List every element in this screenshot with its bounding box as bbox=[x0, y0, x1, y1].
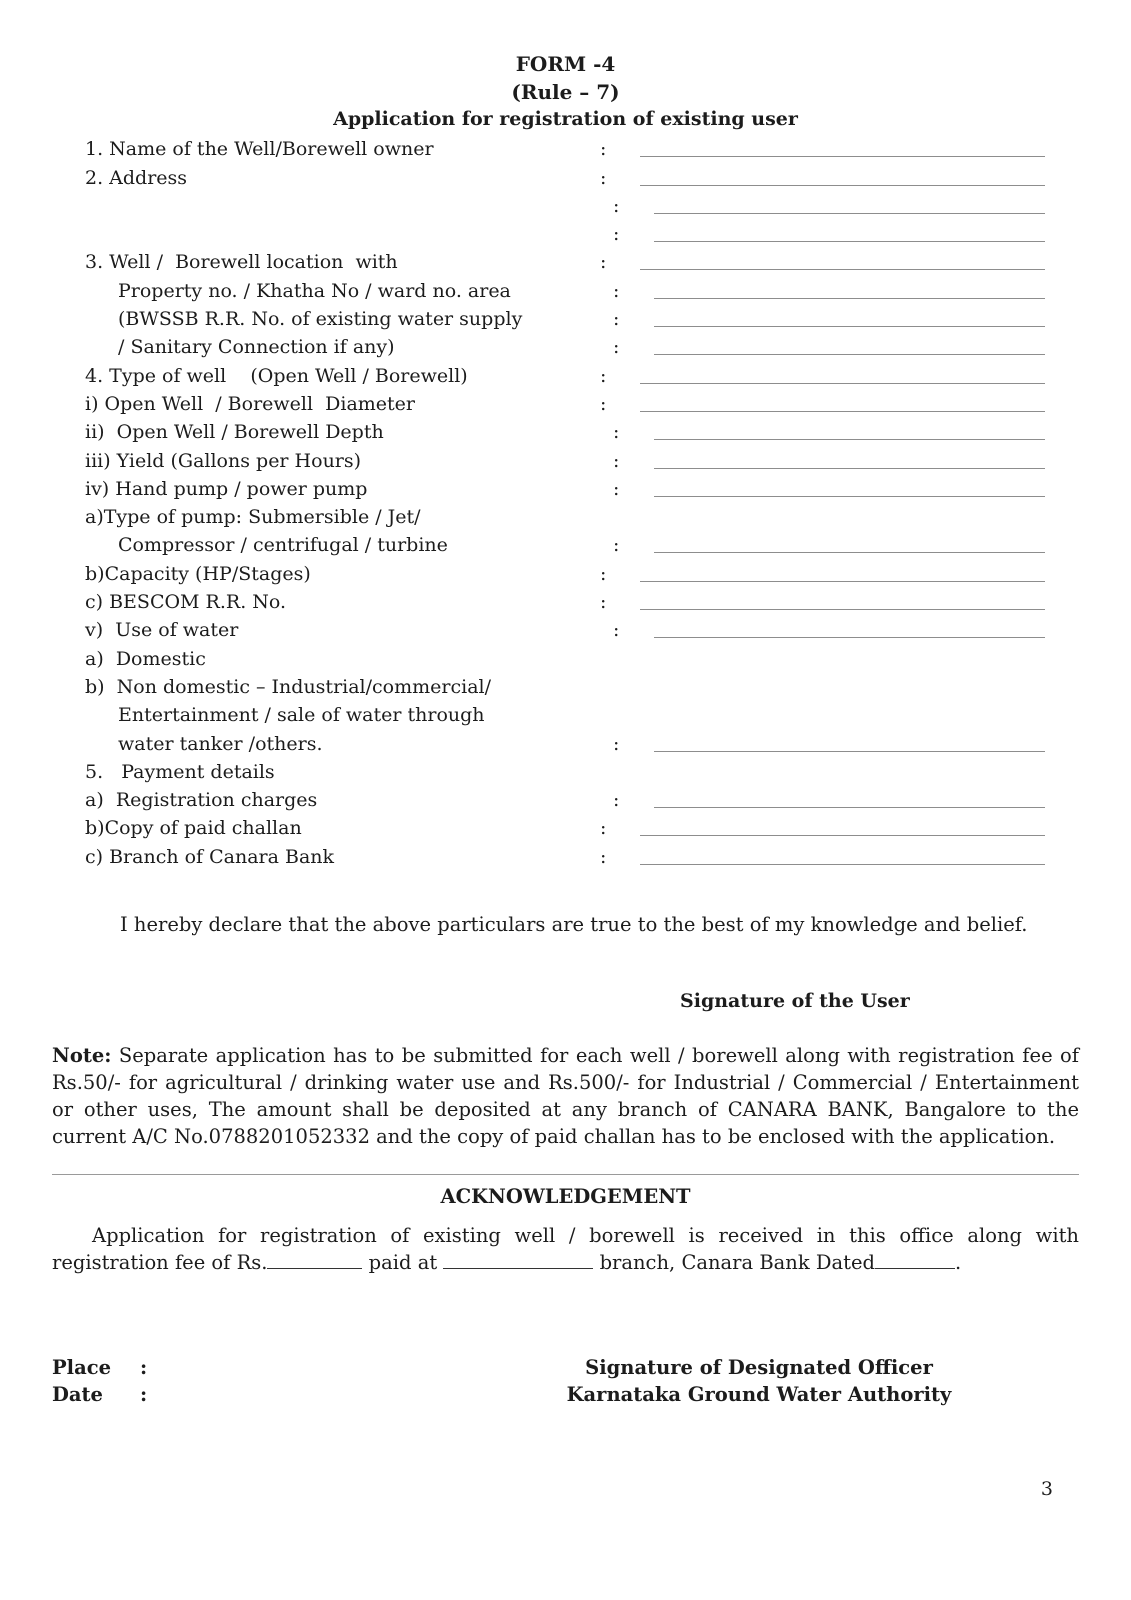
form-row-label: / Sanitary Connection if any) bbox=[118, 336, 395, 359]
ack-seg3: branch, Canara Bank Dated bbox=[593, 1250, 875, 1274]
form-row-input-line[interactable] bbox=[654, 552, 1045, 553]
form-row-colon: : bbox=[600, 562, 607, 585]
form-row-label: i) Open Well / Borewell Diameter bbox=[85, 392, 416, 415]
form-row-input-line[interactable] bbox=[654, 439, 1045, 440]
form-row-colon: : bbox=[613, 789, 620, 812]
form-row-colon: : bbox=[613, 336, 620, 359]
acknowledgement-text bbox=[52, 1222, 1079, 1276]
section-divider bbox=[52, 1174, 1079, 1175]
date-row bbox=[52, 1381, 147, 1408]
form-row-colon: : bbox=[613, 534, 620, 557]
form-row-input-line[interactable] bbox=[640, 156, 1045, 157]
form-row bbox=[52, 673, 1079, 701]
form-row-label: ii) Open Well / Borewell Depth bbox=[85, 421, 384, 444]
note-text: Separate application has to be submitted for each well / borewell along with registration fee of Rs.50/- for agricultural / drinking water use and Rs.500/- for Industrial / Commercial / Entertainment or other uses, The amount shall be deposited at any branch of CANARA BANK, Bangalore to the current A/C No.0788201052332 and the copy of paid challan has to be enclosed with the application. bbox=[52, 1043, 1079, 1148]
form-row bbox=[52, 588, 1079, 616]
form-row-input-line[interactable] bbox=[654, 298, 1045, 299]
registration-fee-blank[interactable] bbox=[267, 1255, 362, 1269]
form-row-input-line[interactable] bbox=[640, 864, 1045, 865]
form-row-label: c) BESCOM R.R. No. bbox=[85, 591, 287, 614]
signature-of-user-label: Signature of the User bbox=[680, 989, 910, 1012]
form-row-input-line[interactable] bbox=[654, 807, 1045, 808]
date-label: Date bbox=[52, 1382, 103, 1406]
form-row bbox=[52, 446, 1079, 474]
form-row-input-line[interactable] bbox=[654, 496, 1045, 497]
form-row-label: water tanker /others. bbox=[118, 732, 323, 755]
form-row-label: b) Non domestic – Industrial/commercial/ bbox=[85, 675, 491, 698]
form-row-colon: : bbox=[600, 138, 607, 161]
date-blank[interactable] bbox=[875, 1255, 955, 1269]
designated-officer-label: Signature of Designated Officer bbox=[585, 1355, 933, 1379]
form-row-label: c) Branch of Canara Bank bbox=[85, 845, 335, 868]
form-row-label: 5. Payment details bbox=[85, 760, 275, 783]
form-row-input-line[interactable] bbox=[640, 609, 1045, 610]
form-row-label: iii) Yield (Gallons per Hours) bbox=[85, 449, 362, 472]
place-row bbox=[52, 1354, 147, 1381]
form-row-label: b)Copy of paid challan bbox=[85, 817, 302, 840]
form-row-colon: : bbox=[613, 421, 620, 444]
form-row-colon: : bbox=[600, 166, 607, 189]
form-row-input-line[interactable] bbox=[640, 411, 1045, 412]
rule-subtitle: (Rule – 7) bbox=[511, 80, 620, 104]
form-row-colon: : bbox=[613, 279, 620, 302]
footer bbox=[52, 1354, 1079, 1408]
form-row-label: a) Registration charges bbox=[85, 789, 318, 812]
form-row-label: v) Use of water bbox=[85, 619, 239, 642]
ack-seg2: paid at bbox=[362, 1250, 444, 1274]
form-row-input-line[interactable] bbox=[654, 468, 1045, 469]
form-row-input-line[interactable] bbox=[640, 835, 1045, 836]
form-row-colon: : bbox=[613, 223, 620, 246]
form-heading: Application for registration of existing user bbox=[333, 108, 798, 130]
form-row bbox=[52, 418, 1079, 446]
form-row-colon: : bbox=[600, 392, 607, 415]
form-row-input-line[interactable] bbox=[640, 269, 1045, 270]
form-row-colon: : bbox=[613, 732, 620, 755]
form-row bbox=[52, 333, 1079, 361]
form-row-label: 4. Type of well (Open Well / Borewell) bbox=[85, 364, 468, 387]
place-label: Place bbox=[52, 1355, 111, 1379]
form-row bbox=[52, 729, 1079, 757]
form-row bbox=[52, 220, 1079, 248]
form-row-label: Compressor / centrifugal / turbine bbox=[118, 534, 448, 557]
form-row bbox=[52, 644, 1079, 672]
form-row-input-line[interactable] bbox=[654, 326, 1045, 327]
form-row bbox=[52, 786, 1079, 814]
ack-seg4: . bbox=[954, 1250, 962, 1274]
form-row bbox=[52, 758, 1079, 786]
form-row-label: (BWSSB R.R. No. of existing water supply bbox=[118, 308, 523, 331]
form-row-colon: : bbox=[613, 477, 620, 500]
form-row-colon: : bbox=[613, 619, 620, 642]
form-row bbox=[52, 135, 1079, 163]
note-label: Note: bbox=[52, 1043, 112, 1067]
form-row-label: 2. Address bbox=[85, 166, 188, 189]
form-row-label: 1. Name of the Well/Borewell owner bbox=[85, 138, 434, 161]
form-row bbox=[52, 842, 1079, 870]
form-row-label: iv) Hand pump / power pump bbox=[85, 477, 368, 500]
form-row-input-line[interactable] bbox=[654, 751, 1045, 752]
form-row bbox=[52, 559, 1079, 587]
form-row-label: Property no. / Khatha No / ward no. area bbox=[118, 279, 511, 302]
form-row-input-line[interactable] bbox=[640, 581, 1045, 582]
form-row bbox=[52, 701, 1079, 729]
form-rows bbox=[52, 135, 1079, 871]
form-row bbox=[52, 192, 1079, 220]
form-row bbox=[52, 814, 1079, 842]
form-row bbox=[52, 276, 1079, 304]
branch-name-blank[interactable] bbox=[443, 1255, 593, 1269]
form-row bbox=[52, 305, 1079, 333]
place-colon: : bbox=[140, 1355, 148, 1379]
form-row-label: Entertainment / sale of water through bbox=[118, 704, 485, 727]
form-row-colon: : bbox=[613, 308, 620, 331]
form-row-colon: : bbox=[613, 449, 620, 472]
form-row-colon: : bbox=[600, 817, 607, 840]
form-row-colon: : bbox=[600, 591, 607, 614]
form-row bbox=[52, 616, 1079, 644]
form-row-input-line[interactable] bbox=[640, 383, 1045, 384]
ack-seg1: Application for registration of existing well / borewell is received in this office along with registration fee of Rs. bbox=[52, 1223, 1079, 1274]
form-row-label: b)Capacity (HP/Stages) bbox=[85, 562, 311, 585]
acknowledgement-heading: ACKNOWLEDGEMENT bbox=[440, 1184, 691, 1208]
form-row-label: a)Type of pump: Submersible / Jet/ bbox=[85, 506, 421, 529]
form-row-colon: : bbox=[613, 194, 620, 217]
form-row bbox=[52, 503, 1079, 531]
authority-label: Karnataka Ground Water Authority bbox=[566, 1382, 952, 1406]
form-row-label: 3. Well / Borewell location with bbox=[85, 251, 398, 274]
form-row-input-line[interactable] bbox=[654, 241, 1045, 242]
form-row-colon: : bbox=[600, 845, 607, 868]
declaration-text: I hereby declare that the above particulars are true to the best of my knowledge and belief. bbox=[120, 912, 1028, 936]
title-block bbox=[52, 50, 1079, 133]
form-row-colon: : bbox=[600, 251, 607, 274]
form-row bbox=[52, 163, 1079, 191]
form-title: FORM -4 bbox=[515, 52, 616, 76]
page-number: 3 bbox=[1040, 1478, 1053, 1500]
form-row bbox=[52, 390, 1079, 418]
form-row-input-line[interactable] bbox=[640, 185, 1045, 186]
form-row bbox=[52, 475, 1079, 503]
form-row-colon: : bbox=[600, 364, 607, 387]
note-paragraph bbox=[52, 1042, 1079, 1150]
form-row-input-line[interactable] bbox=[654, 637, 1045, 638]
form-row-input-line[interactable] bbox=[654, 354, 1045, 355]
form-row bbox=[52, 531, 1079, 559]
form-row-input-line[interactable] bbox=[654, 213, 1045, 214]
form-row-label: a) Domestic bbox=[85, 647, 206, 670]
place-date-block bbox=[52, 1354, 147, 1408]
form-row bbox=[52, 248, 1079, 276]
officer-signature-block bbox=[559, 1354, 959, 1408]
date-colon: : bbox=[140, 1382, 148, 1406]
form-row bbox=[52, 361, 1079, 389]
